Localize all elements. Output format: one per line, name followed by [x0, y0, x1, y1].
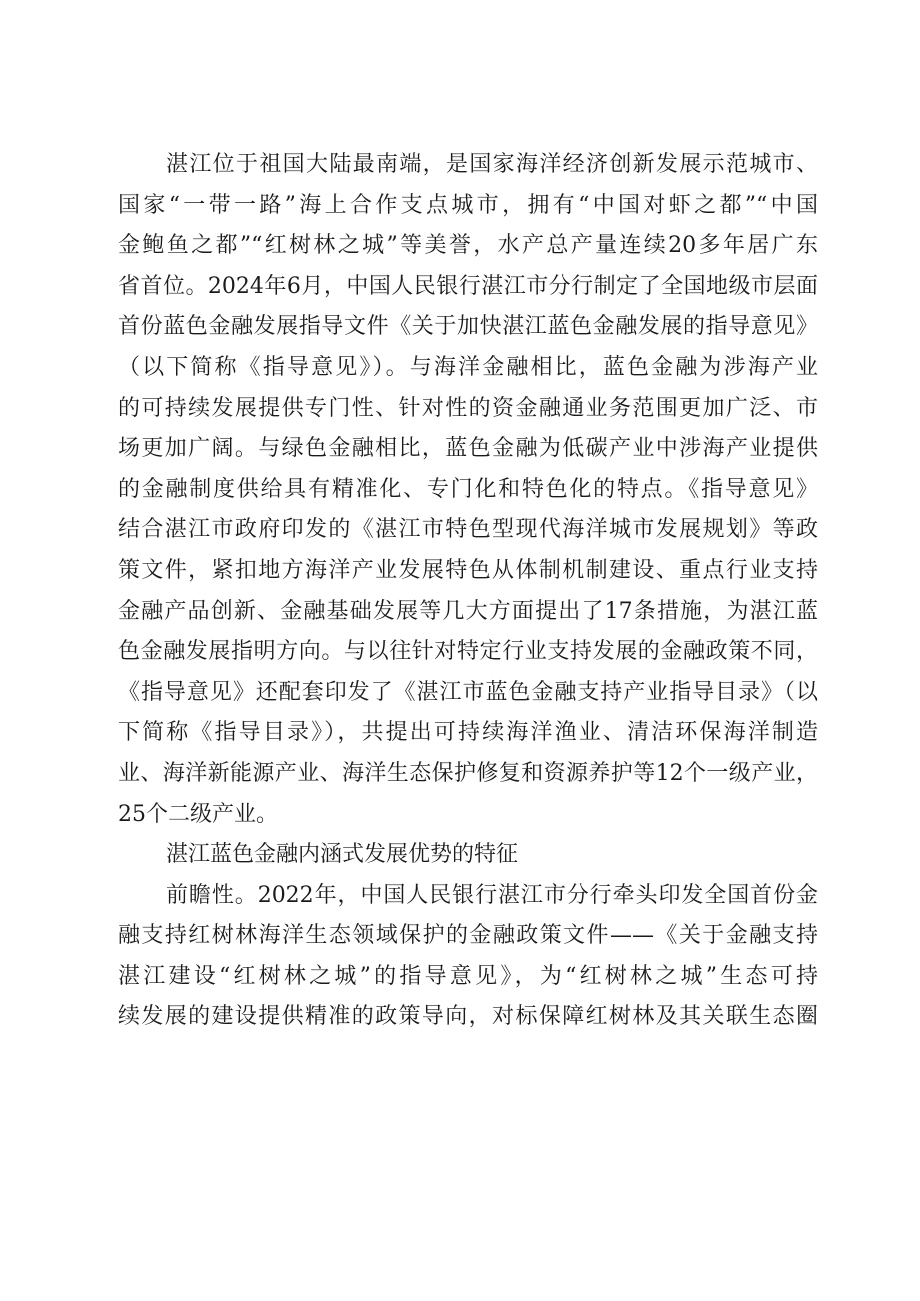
- text-line: 金融产品创新、金融基础发展等几大方面提出了17条措施，为湛江蓝: [118, 598, 818, 624]
- text-line: 融支持红树林海洋生态领域保护的金融政策文件——《关于金融支持: [118, 923, 818, 949]
- paragraph-forward-looking: [118, 876, 818, 1038]
- text-line: 前瞻性。2022年，中国人民银行湛江市分行牵头印发全国首份金: [166, 882, 818, 908]
- body-text: [118, 145, 818, 1038]
- text-line: 的可持续发展提供专门性、针对性的资金融通业务范围更加广泛、市: [118, 395, 818, 421]
- text-line: （以下简称《指导意见》）。与海洋金融相比，蓝色金融为涉海产业: [118, 354, 818, 380]
- text-line: 湛江位于祖国大陆最南端，是国家海洋经济创新发展示范城市、: [166, 152, 818, 177]
- text-line: 结合湛江市政府印发的《湛江市特色型现代海洋城市发展规划》等政: [118, 517, 818, 543]
- text-line: 的金融制度供给具有精准化、专门化和特色化的特点。《指导意见》: [118, 476, 818, 502]
- section-heading: [118, 835, 818, 876]
- text-line: 25个二级产业。: [118, 801, 278, 827]
- text-line: 省首位。2024年6月，中国人民银行湛江市分行制定了全国地级市层面: [118, 273, 818, 299]
- text-line: 场更加广阔。与绿色金融相比，蓝色金融为低碳产业中涉海产业提供: [118, 436, 818, 462]
- heading-line: 湛江蓝色金融内涵式发展优势的特征: [166, 842, 519, 868]
- text-line: 国家“一带一路”海上合作支点城市，拥有“中国对虾之都”“中国: [118, 192, 818, 218]
- text-line: 湛江建设“红树林之城”的指导意见》，为“红树林之城”生态可持: [118, 963, 818, 989]
- text-line: 《指导意见》还配套印发了《湛江市蓝色金融支持产业指导目录》（以: [118, 679, 818, 705]
- text-line: 首份蓝色金融发展指导文件《关于加快湛江蓝色金融发展的指导意见》: [118, 314, 818, 340]
- text-line: 下简称《指导目录》），共提出可持续海洋渔业、清洁环保海洋制造: [118, 720, 818, 746]
- text-line: 业、海洋新能源产业、海洋生态保护修复和资源养护等12个一级产业，: [118, 760, 818, 786]
- text-line: 策文件，紧扣地方海洋产业发展特色从体制机制建设、重点行业支持: [118, 557, 818, 583]
- paragraph-intro: [118, 145, 818, 835]
- text-line: 金鲍鱼之都”“红树林之城”等美誉，水产总产量连续20多年居广东: [118, 233, 818, 259]
- text-line: 色金融发展指明方向。与以往针对特定行业支持发展的金融政策不同，: [118, 639, 818, 665]
- text-line: 续发展的建设提供精准的政策导向，对标保障红树林及其关联生态圈: [118, 1004, 818, 1030]
